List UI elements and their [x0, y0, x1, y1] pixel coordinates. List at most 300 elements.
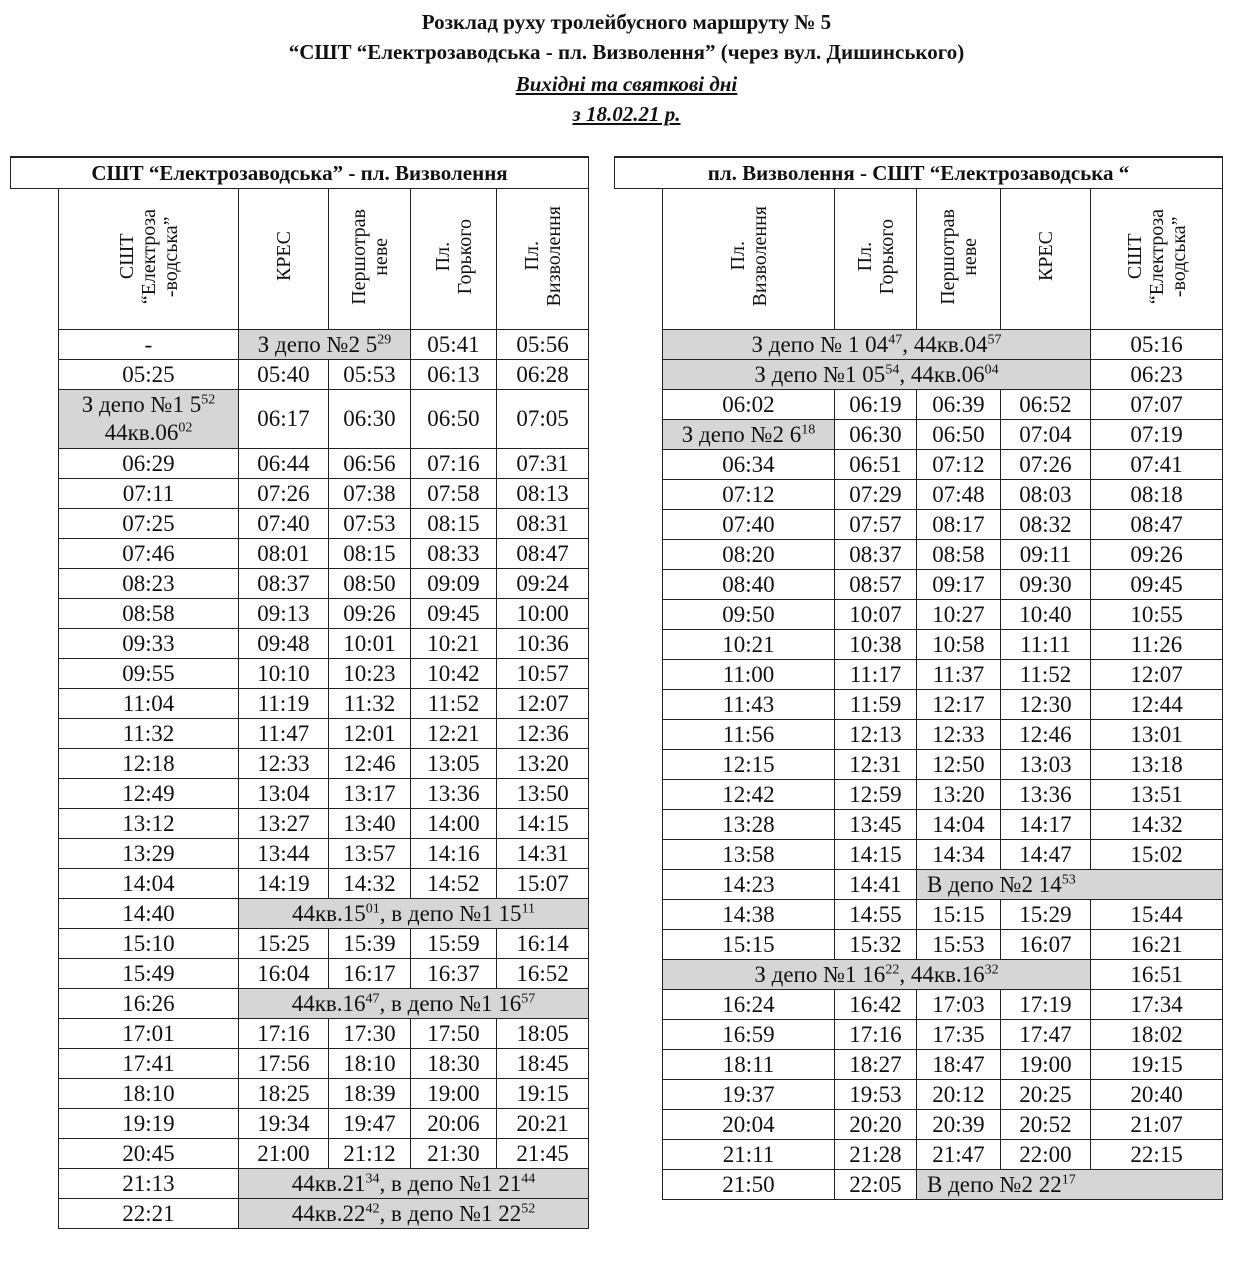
departure-time: 08:47	[497, 539, 589, 569]
departure-time: 21:07	[1091, 1110, 1223, 1140]
departure-time: 11:19	[239, 689, 329, 719]
departure-time: 12:50	[917, 750, 1001, 780]
departure-time: 09:11	[1001, 540, 1091, 570]
departure-time: 14:15	[497, 809, 589, 839]
departure-time: 18:30	[411, 1049, 497, 1079]
departure-time: 07:04	[1001, 420, 1091, 450]
stop-name: Пл. Визволення	[726, 206, 771, 307]
departure-time: 14:32	[329, 869, 411, 899]
departure-time: 11:11	[1001, 630, 1091, 660]
departure-time: 17:01	[59, 1019, 239, 1049]
departure-time: 10:01	[329, 629, 411, 659]
departure-time: 10:36	[497, 629, 589, 659]
departure-time: -	[59, 330, 239, 360]
stop-header	[663, 189, 835, 330]
departure-time: 15:32	[835, 930, 917, 960]
departure-time: 10:58	[917, 630, 1001, 660]
departure-time: 22:05	[835, 1170, 917, 1200]
departure-time: 18:11	[663, 1050, 835, 1080]
departure-time: 13:51	[1091, 780, 1223, 810]
trip-row	[615, 480, 1223, 510]
departure-time: 07:40	[663, 510, 835, 540]
departure-time: 09:17	[917, 570, 1001, 600]
departure-time: 15:07	[497, 869, 589, 899]
departure-time: 11:37	[917, 660, 1001, 690]
depot-note: З депо №1 $5^{52}$ $44кв.06^{02}$	[59, 390, 239, 449]
departure-time: 08:18	[1091, 480, 1223, 510]
departure-time: 08:32	[1001, 510, 1091, 540]
departure-time: 13:36	[1001, 780, 1091, 810]
departure-time: 13:50	[497, 779, 589, 809]
trip-row	[11, 689, 589, 719]
departure-time: 19:53	[835, 1080, 917, 1110]
trip-row	[11, 539, 589, 569]
schedule-title: Розклад руху тролейбусного маршруту № 5	[421, 10, 832, 34]
departure-time: 13:04	[239, 779, 329, 809]
departure-time: 17:03	[917, 990, 1001, 1020]
depot-note: З депо №2 $6^{18}$	[663, 420, 835, 450]
departure-time: 16:26	[59, 989, 239, 1019]
stop-name: СШТ “Електроза -водська”	[1123, 208, 1190, 305]
departure-time: 10:42	[411, 659, 497, 689]
departure-time: 13:44	[239, 839, 329, 869]
departure-time: 12:59	[835, 780, 917, 810]
trip-row	[615, 330, 1223, 360]
depot-note: З депо №1 $16^{22}$, $44кв.16^{32}$	[663, 960, 1091, 990]
trip-row	[615, 840, 1223, 870]
effective-date: з 18.02.21 р.	[572, 102, 681, 126]
departure-time: 07:58	[411, 479, 497, 509]
departure-time: 10:23	[329, 659, 411, 689]
departure-time: 05:56	[497, 330, 589, 360]
trip-row	[11, 659, 589, 689]
trip-row	[11, 449, 589, 479]
departure-time: 17:19	[1001, 990, 1091, 1020]
departure-time: 12:13	[835, 720, 917, 750]
departure-time: 12:31	[835, 750, 917, 780]
departure-time: 17:30	[329, 1019, 411, 1049]
departure-time: 11:47	[239, 719, 329, 749]
departure-time: 16:14	[497, 929, 589, 959]
departure-time: 12:44	[1091, 690, 1223, 720]
departure-time: 09:55	[59, 659, 239, 689]
departure-time: 16:51	[1091, 960, 1223, 990]
departure-time: 06:13	[411, 360, 497, 390]
trip-row	[615, 750, 1223, 780]
stop-name: Пл. Горького	[853, 218, 898, 295]
departure-time: 18:05	[497, 1019, 589, 1049]
departure-time: 09:33	[59, 629, 239, 659]
departure-time: 22:21	[59, 1199, 239, 1229]
trip-row	[615, 360, 1223, 390]
departure-time: 07:19	[1091, 420, 1223, 450]
trip-row	[11, 809, 589, 839]
departure-time: 16:59	[663, 1020, 835, 1050]
departure-time: 07:29	[835, 480, 917, 510]
trip-row	[11, 779, 589, 809]
departure-time: 15:10	[59, 929, 239, 959]
departure-time: 14:04	[59, 869, 239, 899]
stop-header	[917, 189, 1001, 330]
departure-time: 06:17	[239, 390, 329, 449]
departure-time: 09:45	[411, 599, 497, 629]
departure-time: 12:30	[1001, 690, 1091, 720]
departure-time: 05:53	[329, 360, 411, 390]
departure-time: 06:56	[329, 449, 411, 479]
trip-row	[615, 1110, 1223, 1140]
departure-time: 13:12	[59, 809, 239, 839]
departure-time: 20:45	[59, 1139, 239, 1169]
departure-time: 14:16	[411, 839, 497, 869]
departure-time: 12:46	[329, 749, 411, 779]
depot-note: З депо № 1 $04^{47}$, $44кв.04^{57}$	[663, 330, 1091, 360]
departure-time: 07:26	[1001, 450, 1091, 480]
departure-time: 11:59	[835, 690, 917, 720]
route-name: “СШТ “Електрозаводська - пл. Визволення” (через вул. Дишинського)	[288, 40, 965, 64]
departure-time: 22:00	[1001, 1140, 1091, 1170]
departure-time: 14:32	[1091, 810, 1223, 840]
depot-note: $44кв.15^{01}$, в депо №1 $15^{11}$	[239, 899, 589, 929]
departure-time: 06:29	[59, 449, 239, 479]
departure-time: 06:51	[835, 450, 917, 480]
departure-time: 07:48	[917, 480, 1001, 510]
departure-time: 07:16	[411, 449, 497, 479]
departure-time: 06:19	[835, 390, 917, 420]
departure-time: 15:15	[663, 930, 835, 960]
departure-time: 13:40	[329, 809, 411, 839]
departure-time: 08:37	[239, 569, 329, 599]
departure-time: 18:39	[329, 1079, 411, 1109]
departure-time: 07:41	[1091, 450, 1223, 480]
departure-time: 14:34	[917, 840, 1001, 870]
departure-time: 19:19	[59, 1109, 239, 1139]
departure-time: 09:24	[497, 569, 589, 599]
departure-time: 08:15	[329, 539, 411, 569]
departure-time: 14:55	[835, 900, 917, 930]
trip-row	[615, 600, 1223, 630]
trip-row	[615, 570, 1223, 600]
departure-time: 14:17	[1001, 810, 1091, 840]
stop-name: КРЕС	[1034, 231, 1057, 282]
departure-time: 13:20	[497, 749, 589, 779]
departure-time: 09:48	[239, 629, 329, 659]
trip-row	[615, 390, 1223, 420]
right-direction-title: пл. Визволення - СШТ “Електрозаводська “	[615, 157, 1223, 189]
trip-row	[11, 1019, 589, 1049]
departure-time: 05:40	[239, 360, 329, 390]
departure-time: 14:52	[411, 869, 497, 899]
departure-time: 05:25	[59, 360, 239, 390]
departure-time: 16:42	[835, 990, 917, 1020]
trip-row	[11, 899, 589, 929]
departure-time: 11:32	[59, 719, 239, 749]
trip-row	[11, 749, 589, 779]
departure-time: 11:00	[663, 660, 835, 690]
departure-time: 21:47	[917, 1140, 1001, 1170]
stop-name: Пл. Визволення	[520, 206, 565, 307]
departure-time: 16:04	[239, 959, 329, 989]
departure-time: 08:13	[497, 479, 589, 509]
departure-time: 20:40	[1091, 1080, 1223, 1110]
departure-time: 07:31	[497, 449, 589, 479]
departure-time: 21:11	[663, 1140, 835, 1170]
departure-time: 07:26	[239, 479, 329, 509]
trip-row	[615, 1080, 1223, 1110]
departure-time: 18:10	[59, 1079, 239, 1109]
stop-name: Першотрав неве	[347, 208, 392, 305]
depot-note: $44кв.22^{42}$, в депо №1 $22^{52}$	[239, 1199, 589, 1229]
departure-time: 11:52	[411, 689, 497, 719]
day-type: Вихідні та святкові дні	[515, 72, 738, 96]
departure-time: 06:50	[917, 420, 1001, 450]
departure-time: 07:46	[59, 539, 239, 569]
departure-time: 19:00	[1001, 1050, 1091, 1080]
departure-time: 09:30	[1001, 570, 1091, 600]
departure-time: 12:07	[497, 689, 589, 719]
departure-time: 11:17	[835, 660, 917, 690]
departure-time: 13:29	[59, 839, 239, 869]
departure-time: 08:58	[917, 540, 1001, 570]
depot-note: $44кв.21^{34}$, в депо №1 $21^{44}$	[239, 1169, 589, 1199]
trip-row	[11, 1049, 589, 1079]
departure-time: 16:37	[411, 959, 497, 989]
stop-header	[329, 189, 411, 330]
departure-time: 17:47	[1001, 1020, 1091, 1050]
depot-note: З депо №2 $5^{29}$	[239, 330, 411, 360]
row-gutter	[615, 189, 663, 1200]
departure-time: 07:12	[917, 450, 1001, 480]
departure-time: 21:30	[411, 1139, 497, 1169]
trip-row	[615, 990, 1223, 1020]
departure-time: 15:02	[1091, 840, 1223, 870]
trip-row	[615, 960, 1223, 990]
trip-row	[11, 330, 589, 360]
departure-time: 07:53	[329, 509, 411, 539]
departure-time: 12:18	[59, 749, 239, 779]
trip-row	[11, 360, 589, 390]
departure-time: 10:57	[497, 659, 589, 689]
departure-time: 07:05	[497, 390, 589, 449]
departure-time: 20:52	[1001, 1110, 1091, 1140]
trip-row	[11, 509, 589, 539]
departure-time: 18:27	[835, 1050, 917, 1080]
departure-time: 20:04	[663, 1110, 835, 1140]
departure-time: 06:44	[239, 449, 329, 479]
departure-time: 07:12	[663, 480, 835, 510]
departure-time: 13:05	[411, 749, 497, 779]
trip-row	[11, 959, 589, 989]
departure-time: 21:45	[497, 1139, 589, 1169]
departure-time: 13:58	[663, 840, 835, 870]
trip-row	[11, 1169, 589, 1199]
departure-time: 12:49	[59, 779, 239, 809]
departure-time: 08:57	[835, 570, 917, 600]
stop-name: СШТ “Електроза -водська”	[115, 208, 182, 305]
departure-time: 16:52	[497, 959, 589, 989]
departure-time: 17:50	[411, 1019, 497, 1049]
departure-time: 11:56	[663, 720, 835, 750]
departure-time: 06:30	[835, 420, 917, 450]
departure-time: 09:26	[1091, 540, 1223, 570]
departure-time: 13:36	[411, 779, 497, 809]
departure-time: 14:40	[59, 899, 239, 929]
departure-time: 17:35	[917, 1020, 1001, 1050]
departure-time: 17:34	[1091, 990, 1223, 1020]
departure-time: 15:44	[1091, 900, 1223, 930]
departure-time: 20:20	[835, 1110, 917, 1140]
trip-row	[615, 660, 1223, 690]
departure-time: 06:52	[1001, 390, 1091, 420]
departure-time: 12:36	[497, 719, 589, 749]
departure-time: 10:07	[835, 600, 917, 630]
trip-row	[615, 720, 1223, 750]
departure-time: 08:33	[411, 539, 497, 569]
departure-time: 15:53	[917, 930, 1001, 960]
trip-row	[615, 1020, 1223, 1050]
departure-time: 06:02	[663, 390, 835, 420]
departure-time: 20:21	[497, 1109, 589, 1139]
departure-time: 18:47	[917, 1050, 1001, 1080]
departure-time: 21:50	[663, 1170, 835, 1200]
departure-time: 08:31	[497, 509, 589, 539]
departure-time: 07:38	[329, 479, 411, 509]
departure-time: 11:52	[1001, 660, 1091, 690]
departure-time: 11:04	[59, 689, 239, 719]
departure-time: 19:00	[411, 1079, 497, 1109]
departure-time: 13:01	[1091, 720, 1223, 750]
departure-time: 12:17	[917, 690, 1001, 720]
departure-time: 17:56	[239, 1049, 329, 1079]
departure-time: 10:55	[1091, 600, 1223, 630]
departure-time: 07:11	[59, 479, 239, 509]
departure-time: 08:23	[59, 569, 239, 599]
stop-name: Першотрав неве	[936, 208, 981, 305]
departure-time: 08:50	[329, 569, 411, 599]
depot-note: $44кв.16^{47}$, в депо №1 $16^{57}$	[239, 989, 589, 1019]
trip-row	[615, 900, 1223, 930]
trip-row	[11, 390, 589, 449]
left-direction-table	[10, 156, 589, 1229]
departure-time: 08:03	[1001, 480, 1091, 510]
departure-time: 09:50	[663, 600, 835, 630]
departure-time: 15:59	[411, 929, 497, 959]
departure-time: 08:47	[1091, 510, 1223, 540]
departure-time: 13:17	[329, 779, 411, 809]
departure-time: 16:21	[1091, 930, 1223, 960]
trip-row	[11, 929, 589, 959]
departure-time: 09:45	[1091, 570, 1223, 600]
departure-time: 09:26	[329, 599, 411, 629]
trip-row	[11, 629, 589, 659]
departure-time: 13:03	[1001, 750, 1091, 780]
departure-time: 14:41	[835, 870, 917, 900]
trip-row	[615, 690, 1223, 720]
departure-time: 16:17	[329, 959, 411, 989]
departure-time: 13:57	[329, 839, 411, 869]
trip-row	[615, 420, 1223, 450]
stop-name: КРЕС	[272, 231, 295, 282]
departure-time: 10:21	[411, 629, 497, 659]
departure-time: 19:15	[1091, 1050, 1223, 1080]
departure-time: 21:12	[329, 1139, 411, 1169]
stop-header	[497, 189, 589, 330]
departure-time: 17:16	[835, 1020, 917, 1050]
trip-row	[615, 930, 1223, 960]
departure-time: 10:00	[497, 599, 589, 629]
departure-time: 05:16	[1091, 330, 1223, 360]
trip-row	[11, 989, 589, 1019]
departure-time: 19:15	[497, 1079, 589, 1109]
departure-time: 20:06	[411, 1109, 497, 1139]
depot-note: В депо №2 $14^{53}$	[917, 870, 1223, 900]
trip-row	[615, 540, 1223, 570]
departure-time: 13:27	[239, 809, 329, 839]
departure-time: 21:00	[239, 1139, 329, 1169]
departure-time: 12:01	[329, 719, 411, 749]
trip-row	[615, 810, 1223, 840]
departure-time: 20:25	[1001, 1080, 1091, 1110]
departure-time: 14:19	[239, 869, 329, 899]
departure-time: 18:25	[239, 1079, 329, 1109]
departure-time: 14:31	[497, 839, 589, 869]
departure-time: 16:07	[1001, 930, 1091, 960]
departure-time: 06:39	[917, 390, 1001, 420]
departure-time: 17:16	[239, 1019, 329, 1049]
departure-time: 09:13	[239, 599, 329, 629]
departure-time: 14:04	[917, 810, 1001, 840]
departure-time: 12:07	[1091, 660, 1223, 690]
stop-header	[59, 189, 239, 330]
departure-time: 14:47	[1001, 840, 1091, 870]
departure-time: 06:34	[663, 450, 835, 480]
departure-time: 17:41	[59, 1049, 239, 1079]
departure-time: 20:39	[917, 1110, 1001, 1140]
departure-time: 18:45	[497, 1049, 589, 1079]
departure-time: 10:10	[239, 659, 329, 689]
departure-time: 13:28	[663, 810, 835, 840]
departure-time: 14:38	[663, 900, 835, 930]
departure-time: 15:39	[329, 929, 411, 959]
trip-row	[11, 869, 589, 899]
trip-row	[11, 599, 589, 629]
departure-time: 06:23	[1091, 360, 1223, 390]
departure-time: 12:33	[917, 720, 1001, 750]
departure-time: 13:18	[1091, 750, 1223, 780]
stop-header	[411, 189, 497, 330]
trip-row	[11, 1109, 589, 1139]
departure-time: 07:40	[239, 509, 329, 539]
departure-time: 08:01	[239, 539, 329, 569]
trip-row	[11, 719, 589, 749]
row-gutter	[11, 189, 59, 1229]
departure-time: 19:34	[239, 1109, 329, 1139]
departure-time: 11:26	[1091, 630, 1223, 660]
right-direction-table	[614, 156, 1223, 1200]
departure-time: 15:49	[59, 959, 239, 989]
trip-row	[11, 1199, 589, 1229]
departure-time: 08:58	[59, 599, 239, 629]
departure-time: 06:30	[329, 390, 411, 449]
departure-time: 12:15	[663, 750, 835, 780]
departure-time: 10:27	[917, 600, 1001, 630]
departure-time: 08:40	[663, 570, 835, 600]
departure-time: 22:15	[1091, 1140, 1223, 1170]
departure-time: 07:25	[59, 509, 239, 539]
departure-time: 08:37	[835, 540, 917, 570]
stop-name: Пл. Горького	[431, 218, 476, 295]
trip-row	[11, 1139, 589, 1169]
departure-time: 15:15	[917, 900, 1001, 930]
